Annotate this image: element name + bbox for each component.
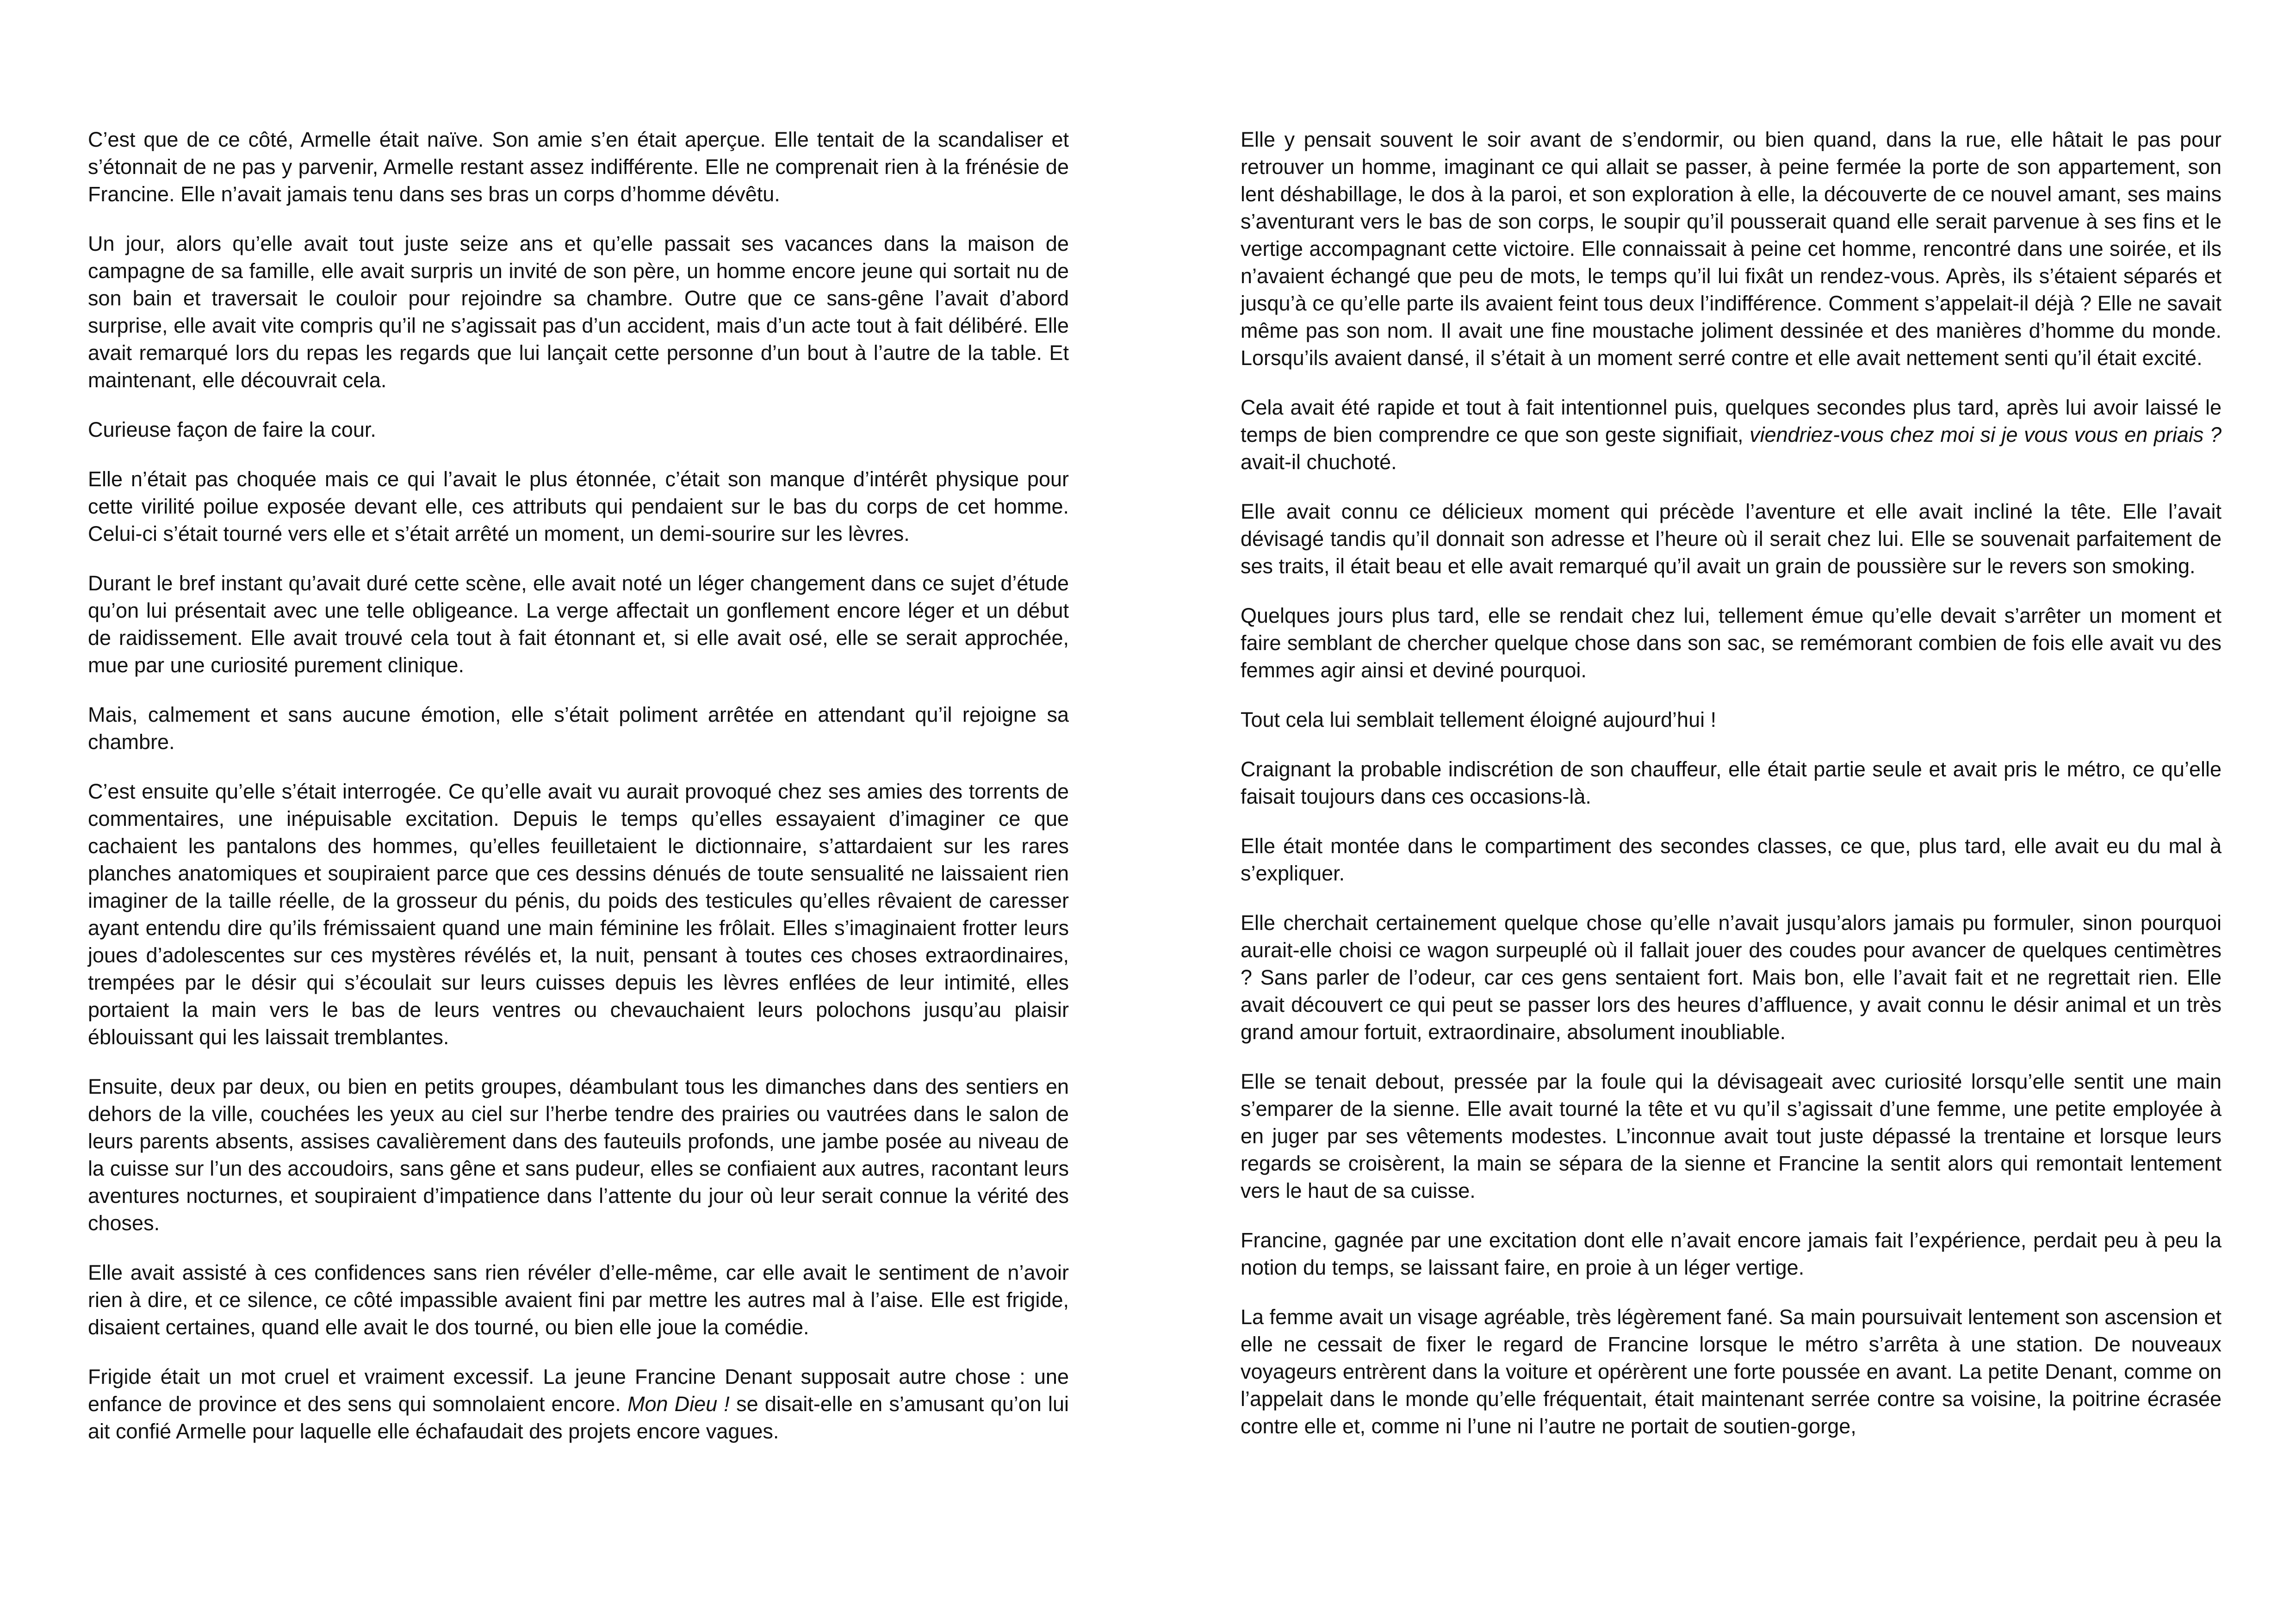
right-page [1148,0,2296,1623]
paragraph: Curieuse façon de faire la cour. [88,418,376,441]
paragraph-with-italic [88,1363,1069,1445]
paragraph: Elle cherchait certainement quelque chose qu’elle n’avait jusqu’alors jamais pu formuler, sinon pourquoi aurait-elle choisi ce wagon surpeuplé où il fallait jouer des coudes pour avancer de quelques centimètres ? Sans parler de l’odeur, car ces gens sentaient fort. Mais bon, elle l’avait fait et ne regrettait rien. Elle avait découvert ce qui peut se passer lors des heures d’affluence, y avait connu le désir animal et un très grand amour fortuit, extraordinaire, absolument inoubliable. [1241,911,2222,1044]
italic-phrase: Mon Dieu ! [627,1392,730,1416]
left-text-column [88,126,1069,1445]
paragraph: Elle n’était pas choquée mais ce qui l’avait le plus étonnée, c’était son manque d’intérêt physique pour cette virilité poilue exposée devant elle, ces attributs qui pendaient sur le bas du corps de cet homme. Celui-ci s’était tourné vers elle et s’était arrêté un moment, un demi-sourire sur les lèvres. [88,467,1069,545]
paragraph: Tout cela lui semblait tellement éloigné aujourd’hui ! [1241,708,1717,731]
paragraph: Elle avait connu ce délicieux moment qui précède l’aventure et elle avait incliné la tête. Elle l’avait dévisagé tandis qu’il donnait son adresse et l’heure où il serait chez lui. Elle se souvenait parfaitement de ses traits, il était beau et elle avait remarqué qu’il avait un grain de poussière sur le revers son smoking. [1241,500,2222,578]
paragraph-text: se disait-elle en s’amusant qu’on lui ait confié Armelle pour laquelle elle échafaudait des projets encore vagues. [88,1392,1069,1443]
paragraph: Mais, calmement et sans aucune émotion, elle s’était poliment arrêtée en attendant qu’il rejoigne sa chambre. [88,703,1069,754]
paragraph-text: avait-il chuchoté. [1241,450,1397,474]
italic-phrase: viendriez-vous chez moi si je vous vous en priais ? [1750,423,2222,446]
paragraph-with-italic [1241,394,2222,476]
paragraph-text: Cela avait été rapide et tout à fait intentionnel puis, quelques secondes plus tard, après lui avoir laissé le temps de bien comprendre ce que son geste signifiait, [1241,396,2222,446]
paragraph: Durant le bref instant qu’avait duré cette scène, elle avait noté un léger changement dans ce sujet d’étude qu’on lui présentait avec une telle obligeance. La verge affectait un gonflement encore léger et un début de raidissement. Elle avait trouvé cela tout à fait étonnant et, si elle avait osé, elle se serait approchée, mue par une curiosité purement clinique. [88,571,1069,677]
paragraph: Francine, gagnée par une excitation dont elle n’avait encore jamais fait l’expérience, perdait peu à peu la notion du temps, se laissant faire, en proie à un léger vertige. [1241,1228,2222,1279]
paragraph: Ensuite, deux par deux, ou bien en petits groupes, déambulant tous les dimanches dans des sentiers en dehors de la ville, couchées les yeux au ciel sur l’herbe tendre des prairies ou vautrées dans le salon de leurs parents absents, assises cavalièrement dans des fauteuils profonds, une jambe posée au niveau de la cuisse sur l’un des accoudoirs, sans gêne et sans pudeur, elles se confiaient aux autres, racontant leurs aventures nocturnes, et soupiraient d’impatience dans l’attente du jour où leur serait connue la vérité des choses. [88,1075,1069,1235]
paragraph: Elle y pensait souvent le soir avant de s’endormir, ou bien quand, dans la rue, elle hâtait le pas pour retrouver un homme, imaginant ce qui allait se passer, à peine fermée la porte de son appartement, son lent déshabillage, le dos à la paroi, et son exploration à elle, la découverte de ce nouvel amant, ses mains s’aventurant vers le bas de son corps, le soupir qu’il pousserait quand elle serait parvenue à ses fins et le vertige accompagnant cette victoire. Elle connaissait à peine cet homme, rencontré dans une soirée, et ils n’avaient échangé que peu de mots, le temps qu’il lui fixât un rendez-vous. Après, ils s’étaient séparés et jusqu’à ce qu’elle parte ils avaient feint tous deux l’indifférence. Comment s’appelait-il déjà ? Elle ne savait même pas son nom. Il avait une fine moustache joliment dessinée et des manières d’homme du monde. Lorsqu’ils avaient dansé, il s’était à un moment serré contre et elle avait nettement senti qu’il était excité. [1241,128,2222,370]
paragraph: Quelques jours plus tard, elle se rendait chez lui, tellement émue qu’elle devait s’arrêter un moment et faire semblant de chercher quelque chose dans son sac, se remémorant combien de fois elle avait vu des femmes agir ainsi et deviné pourquoi. [1241,604,2222,682]
paragraph: Elle se tenait debout, pressée par la foule qui la dévisageait avec curiosité lorsqu’elle sentit une main s’emparer de la sienne. Elle avait tourné la tête et vu qu’il s’agissait d’une femme, une petite employée à en juger par ses vêtements modestes. L’inconnue avait tout juste dépassé la trentaine et lorsque leurs regards se croisèrent, la main se sépara de la sienne et Francine la sentit alors qui remontait lentement vers le haut de sa cuisse. [1241,1070,2222,1202]
paragraph: C’est que de ce côté, Armelle était naïve. Son amie s’en était aperçue. Elle tentait de la scandaliser et s’étonnait de ne pas y parvenir, Armelle restant assez indifférente. Elle ne comprenait rien à la frénésie de Francine. Elle n’avait jamais tenu dans ses bras un corps d’homme dévêtu. [88,128,1069,206]
paragraph: Elle avait assisté à ces confidences sans rien révéler d’elle-même, car elle avait le sentiment de n’avoir rien à dire, et ce silence, ce côté impassible avaient fini par mettre les autres mal à l’aise. Elle est frigide, disaient certaines, quand elle avait le dos tourné, ou bien elle joue la comédie. [88,1261,1069,1339]
paragraph: C’est ensuite qu’elle s’était interrogée. Ce qu’elle avait vu aurait provoqué chez ses amies des torrents de commentaires, une inépuisable excitation. Depuis le temps qu’elles essayaient d’imaginer ce que cachaient les pantalons des hommes, qu’elles feuilletaient le dictionnaire, s’attardaient sur les rares planches anatomiques et soupiraient parce que ces dessins dénués de toute sensualité ne laissaient rien imaginer de la taille réelle, de la grosseur du pénis, du poids des testicules qu’elles rêvaient de caresser ayant entendu dire qu’ils frémissaient quand une main féminine les frôlait. Elles s’imaginaient frotter leurs joues d’adolescentes sur ces mystères révélés et, la nuit, pensant à toutes ces choses extraordinaires, trempées par le désir qui s’écoulait sur leurs cuisses depuis les lèvres enflées de leur intimité, elles portaient la main vers le bas de leurs ventres ou chevauchaient leurs polochons jusqu’au plaisir éblouissant qui les laissait tremblantes. [88,780,1069,1049]
right-text-column [1241,126,2222,1440]
paragraph: La femme avait un visage agréable, très légèrement fané. Sa main poursuivait lentement son ascension et elle ne cessait de fixer le regard de Francine lorsque le métro s’arrêta à une station. De nouveaux voyageurs entrèrent dans la voiture et opérèrent une forte poussée en avant. La petite Denant, comme on l’appelait dans le monde qu’elle fréquentait, était maintenant serrée contre sa voisine, la poitrine écrasée contre elle et, comme ni l’une ni l’autre ne portait de soutien-gorge, [1241,1305,2222,1438]
paragraph: Un jour, alors qu’elle avait tout juste seize ans et qu’elle passait ses vacances dans la maison de campagne de sa famille, elle avait surpris un invité de son père, un homme encore jeune qui sortait nu de son bain et traversait le couloir pour rejoindre sa chambre. Outre que ce sans-gêne l’avait d’abord surprise, elle avait vite compris qu’il ne s’agissait pas d’un accident, mais d’un acte tout à fait délibéré. Elle avait remarqué lors du repas les regards que lui lançait cette personne d’un bout à l’autre de la table. Et maintenant, elle découvrait cela. [88,232,1069,392]
paragraph: Elle était montée dans le compartiment des secondes classes, ce que, plus tard, elle avait eu du mal à s’expliquer. [1241,834,2222,885]
paragraph-text: Frigide était un mot cruel et vraiment excessif. La jeune Francine Denant supposait autre chose : une enfance de province et des sens qui somnolaient encore. [88,1365,1069,1416]
paragraph: Craignant la probable indiscrétion de son chauffeur, elle était partie seule et avait pris le métro, ce qu’elle faisait toujours dans ces occasions-là. [1241,757,2222,808]
